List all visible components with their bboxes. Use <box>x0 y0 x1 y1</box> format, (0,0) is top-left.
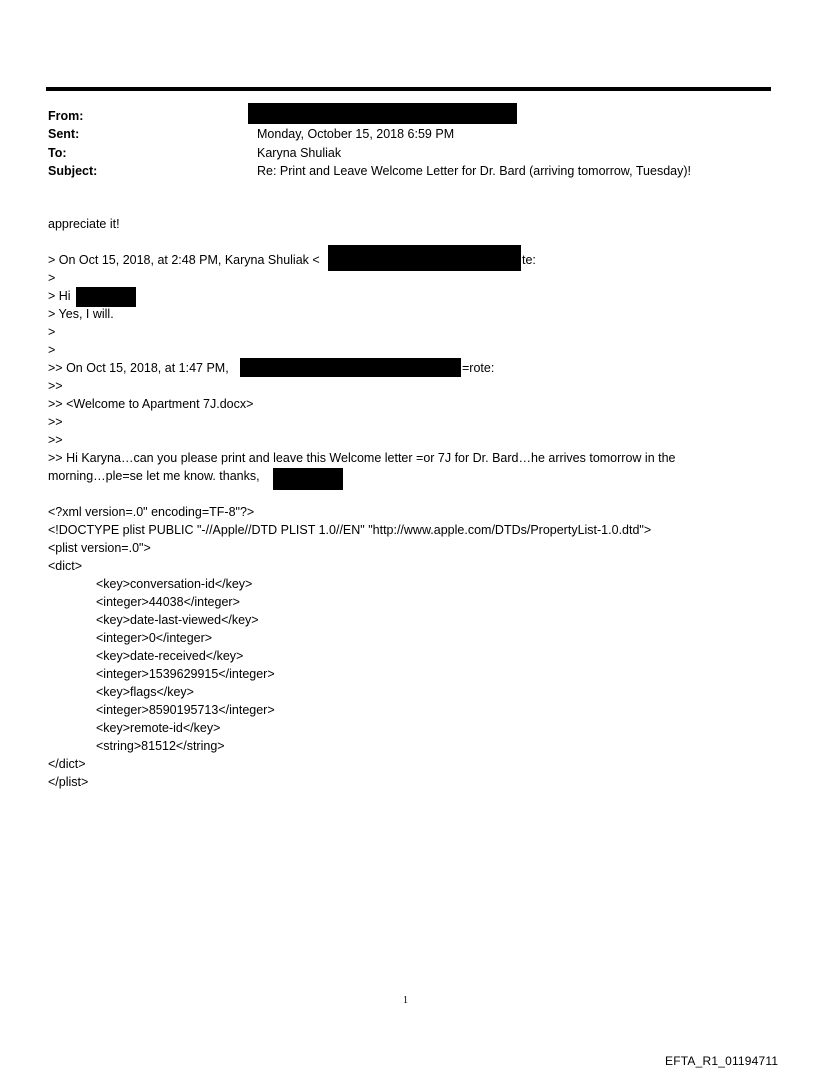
xml-line: <?xml version=.0" encoding=TF-8"?> <box>48 505 255 519</box>
xml-line: <integer>0</integer> <box>96 631 213 645</box>
signature-redaction <box>273 468 343 490</box>
to-value: Karyna Shuliak <box>257 146 342 160</box>
sent-value: Monday, October 15, 2018 6:59 PM <box>257 127 455 141</box>
subject-value: Re: Print and Leave Welcome Letter for Dr. Bard (arriving tomorrow, Tuesday)! <box>257 164 691 178</box>
xml-line: <integer>44038</integer> <box>96 595 240 609</box>
sent-label: Sent: <box>48 127 80 141</box>
xml-line: <key>remote-id</key> <box>96 721 221 735</box>
quoted-line: >> On Oct 15, 2018, at 1:47 PM, <box>48 361 229 375</box>
from-redaction <box>248 103 517 124</box>
xml-line: <key>date-last-viewed</key> <box>96 613 259 627</box>
xml-line: <key>flags</key> <box>96 685 194 699</box>
to-label: To: <box>48 146 67 160</box>
quoted-line: > <box>48 325 56 339</box>
quoted-line: >> <box>48 433 63 447</box>
xml-line: <key>conversation-id</key> <box>96 577 253 591</box>
attachment-line: >> <Welcome to Apartment 7J.docx> <box>48 397 254 411</box>
xml-line: <plist version=.0"> <box>48 541 151 555</box>
xml-line: <string>81512</string> <box>96 739 225 753</box>
xml-line: <key>date-received</key> <box>96 649 244 663</box>
xml-line: <integer>1539629915</integer> <box>96 667 275 681</box>
xml-line: <!DOCTYPE plist PUBLIC "-//Apple//DTD PLIST 1.0//EN" "http://www.apple.com/DTDs/PropertyList-1.0.dtd"> <box>48 523 652 537</box>
body-line: appreciate it! <box>48 217 120 231</box>
quoted-line-tail: te: <box>522 253 536 267</box>
quoted-line-tail: =rote: <box>462 361 495 375</box>
quoted-line: >> Hi Karyna…can you please print and leave this Welcome letter =or 7J for Dr. Bard…he arrives tomorrow in the <box>48 451 676 465</box>
quoted-line: morning…ple=se let me know. thanks, <box>48 469 260 483</box>
document-id: EFTA_R1_01194711 <box>665 1054 779 1068</box>
xml-line: <dict> <box>48 559 83 573</box>
from-label: From: <box>48 109 84 123</box>
quoted-line: > <box>48 271 56 285</box>
header-rule <box>46 87 771 91</box>
sender-redaction <box>240 358 461 377</box>
xml-line: </plist> <box>48 775 89 789</box>
subject-label: Subject: <box>48 164 98 178</box>
page-number: 1 <box>403 995 408 1006</box>
quoted-line: >> <box>48 415 63 429</box>
quoted-line: > On Oct 15, 2018, at 2:48 PM, Karyna Shuliak < <box>48 253 320 267</box>
quoted-line: > Yes, I will. <box>48 307 114 321</box>
name-redaction <box>76 287 136 307</box>
quoted-line: > <box>48 343 56 357</box>
quoted-line: > Hi <box>48 289 71 303</box>
quoted-line: >> <box>48 379 63 393</box>
xml-line: <integer>8590195713</integer> <box>96 703 275 717</box>
xml-line: </dict> <box>48 757 86 771</box>
email-redaction <box>328 245 521 271</box>
